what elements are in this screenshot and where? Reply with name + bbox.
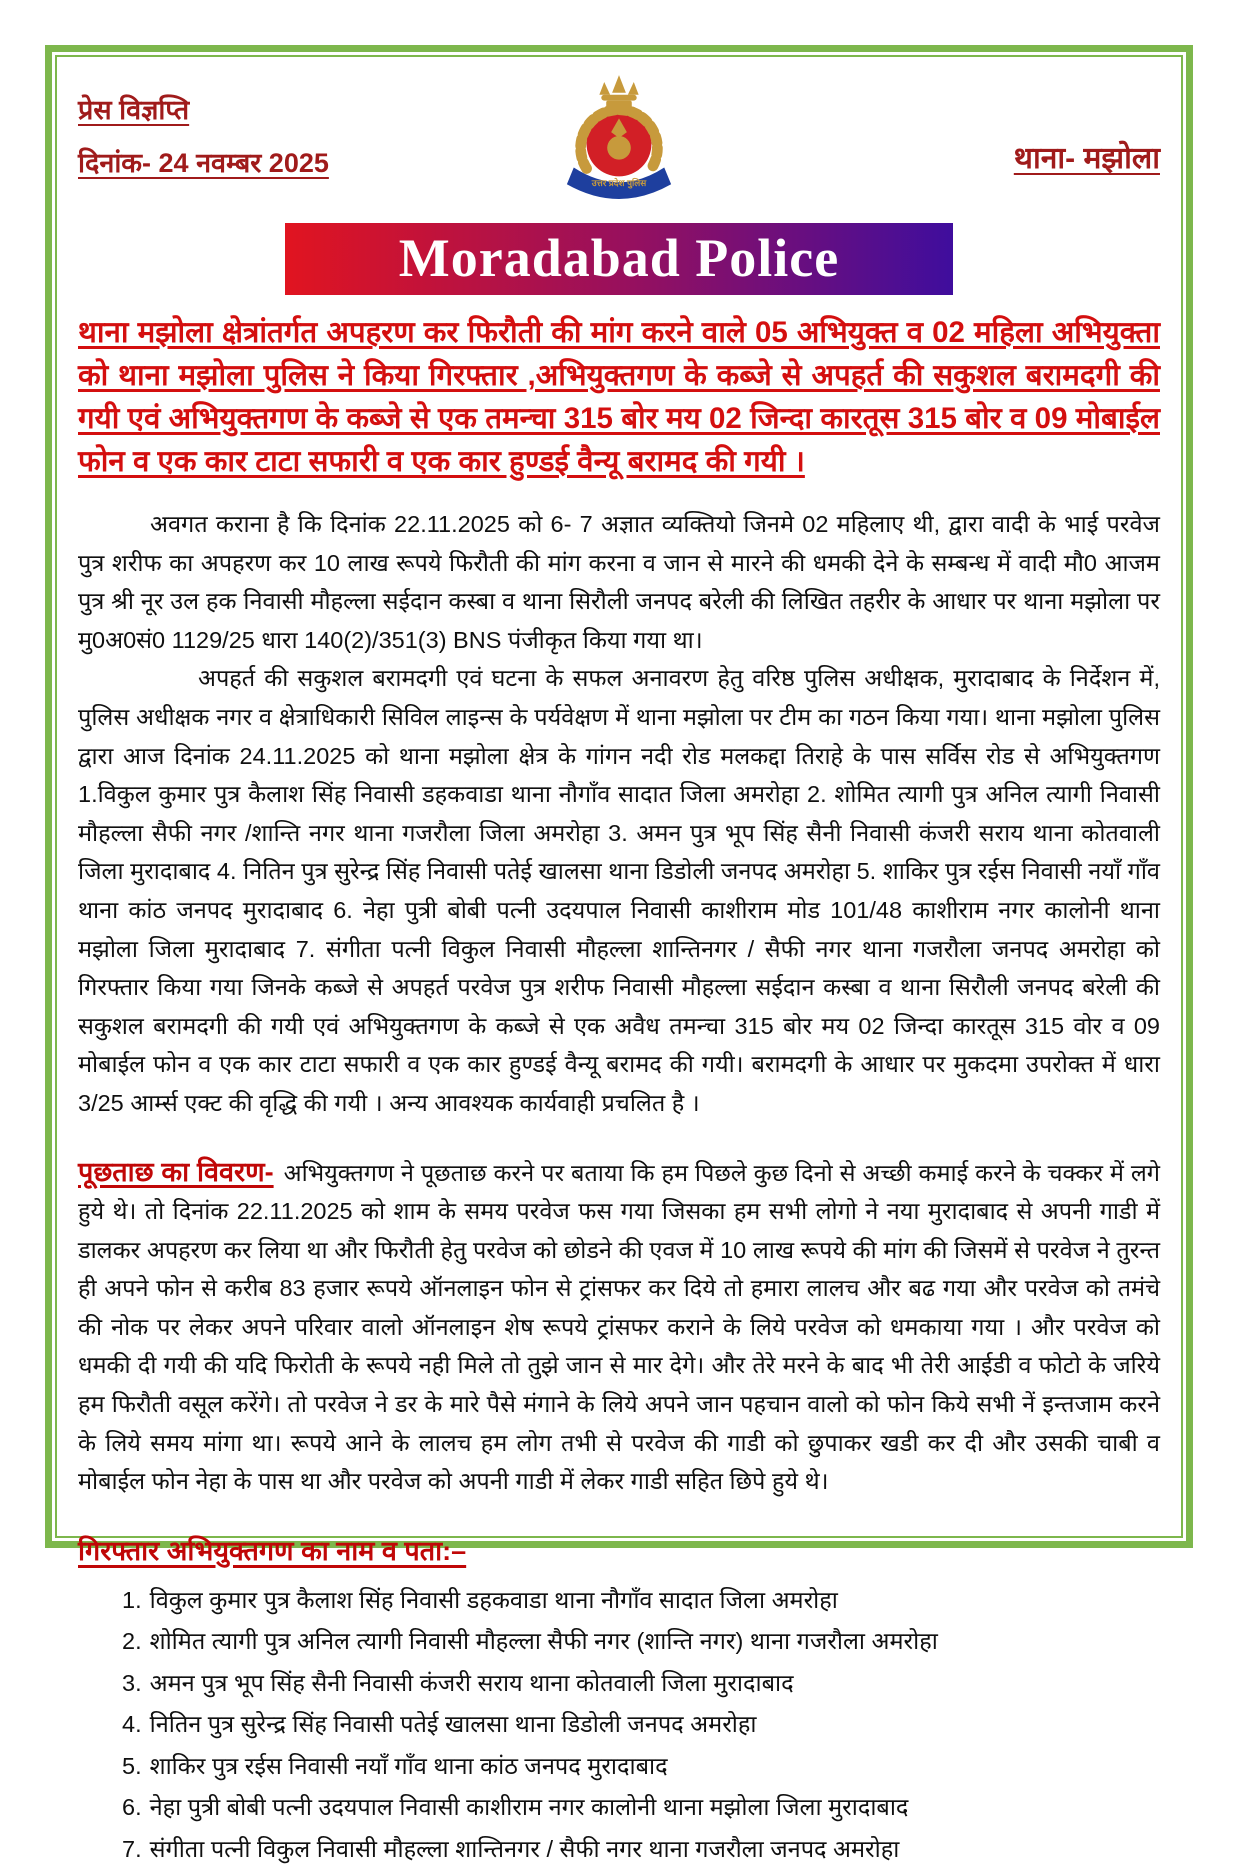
interrogation-paragraph [78,1153,1160,1501]
item-number: 1. [122,1586,142,1613]
item-text: विकुल कुमार पुत्र कैलाश सिंह निवासी डहकवाडा थाना नौगाँव सादात जिला अमरोहा [149,1586,838,1613]
item-text: अमन पुत्र भूप सिंह सैनी निवासी कंजरी सराय थाना कोतवाली जिला मुरादाबाद [149,1669,794,1696]
list-item [122,1746,1160,1788]
press-release-document [45,45,1193,1862]
list-item [122,1704,1160,1746]
header-left [78,72,511,180]
svg-text:उत्तर प्रदेश पुलिस: उत्तर प्रदेश पुलिस [591,178,647,189]
item-text: शाकिर पुत्र रईस निवासी नयाँ गाँव थाना कांठ जनपद मुरादाबाद [149,1752,668,1779]
list-item [122,1829,1160,1870]
item-text: शोमित त्यागी पुत्र अनिल त्यागी निवासी मौहल्ला सैफी नगर (शान्ति नगर) थाना गजरौला अमरोहा [149,1628,938,1655]
item-number: 3. [122,1669,142,1696]
item-number: 7. [122,1835,142,1862]
document-header [78,72,1160,209]
list-item [122,1663,1160,1705]
list-item [122,1787,1160,1829]
interrogation-heading: पूछताछ का विवरण- [78,1156,274,1187]
arrested-heading: गिरफ्तार अभियुक्तगण का नाम व पता:– [78,1535,467,1566]
header-logo-wrap [511,72,727,209]
item-number: 5. [122,1752,142,1779]
item-text: संगीता पत्नी विकुल निवासी मौहल्ला शान्तिनगर / सैफी नगर थाना गजरौला जनपद अमरोहा [149,1835,900,1862]
up-police-emblem-icon [560,72,678,204]
body-paragraph-2: अपहर्त की सकुशल बरामदगी एवं घटना के सफल अनावरण हेतु वरिष्ठ पुलिस अधीक्षक, मुरादाबाद के निर्देशन में, पुलिस अधीक्षक नगर व क्षेत्राधिकारी सिविल लाइन्स के पर्यवेक्षण में थाना मझोला पर टीम का गठन किया गया। थाना मझोला पुलिस द्वारा आज दिनांक 24.11.2025 को थाना मझोला क्षेत्र के गांगन नदी रोड मलकद्दा तिराहे के पास सर्विस रोड से अभियुक्तगण 1.विकुल कुमार पुत्र कैलाश सिंह निवासी डहकवाडा थाना नौगाँव सादात जिला अमरोहा 2. शोमित त्यागी पुत्र अनिल त्यागी निवासी मौहल्ला सैफी नगर /शान्ति नगर थाना गजरौला जिला अमरोहा 3. अमन पुत्र भूप सिंह सैनी निवासी कंजरी सराय थाना कोतवाली जिला मुरादाबाद 4. नितिन पुत्र सुरेन्द्र सिंह निवासी पतेई खालसा थाना डिडोली जनपद अमरोहा 5. शाकिर पुत्र रईस निवासी नयाँ गाँव थाना कांठ जनपद मुरादाबाद 6. नेहा पुत्री बोबी पत्नी उदयपाल निवासी काशीराम मोड 101/48 काशीराम नगर कालोनी थाना मझोला जिला मुरादाबाद 7. संगीता पत्नी विकुल निवासी मौहल्ला शान्तिनगर / सैफी नगर थाना गजरौला जनपद अमरोहा को गिरफ्तार किया गया जिनके कब्जे से अपहर्त परवेज पुत्र शरीफ निवासी मौहल्ला सईदान कस्बा व थाना सिरौली जनपद बरेली की सकुशल बरामदगी की गयी एवं अभियुक्तगण के कब्जे से एक अवैध तमन्चा 315 बोर मय 02 जिन्दा कारतूस 315 वोर व 09 मोबाईल फोन व एक कार टाटा सफारी व एक कार हुण्डई वैन्यू बरामद की गयी। बरामदगी के आधार पर मुकदमा उपरोक्त में धारा 3/25 आर्म्स एक्ट की वृद्धि की गयी । अन्य आवश्यक कार्यवाही प्रचलित है । [78,665,1160,1116]
date-line: दिनांक- 24 नवम्बर 2025 [78,148,329,178]
item-text: नितिन पुत्र सुरेन्द्र सिंह निवासी पतेई खालसा थाना डिडोली जनपद अमरोहा [149,1711,757,1738]
body-paragraph-1: अवगत कराना है कि दिनांक 22.11.2025 को 6- 7 अज्ञात व्यक्तियो जिनमे 02 महिलाए थी, द्वारा वादी के भाई परवेज पुत्र शरीफ का अपहरण कर 10 लाख रूपये फिरौती की मांग करना व जान से मारने की धमकी देने के सम्बन्ध में वादी मौ0 आजम पुत्र श्री नूर उल हक निवासी मौहल्ला सईदान कस्बा व थाना सिरौली जनपद बरेली की लिखित तहरीर के आधार पर थाना मझोला पर मु0अ0सं0 1129/25 धारा 140(2)/351(3) BNS पंजीकृत किया गया था। [78,511,1160,653]
list-item [122,1621,1160,1663]
item-number: 4. [122,1711,142,1738]
interrogation-text: अभियुक्तगण ने पूछताछ करने पर बताया कि हम पिछले कुछ दिनो से अच्छी कमाई करने के चक्कर में लगे हुये थे। तो दिनांक 22.11.2025 को शाम के समय परवेज फस गया जिसका हम सभी लोगो ने नया मुरादाबाद से अपनी गाडी में डालकर अपहरण कर लिया था और फिरौती हेतु परवेज को छोडने की एवज में 10 लाख रूपये की मांग की जिसमें से परवेज ने तुरन्त ही अपने फोन से करीब 83 हजार रूपये ऑनलाइन फोन से ट्रांसफर कर दिये तो हमारा लालच और बढ गया और परवेज को तमंचे की नोक पर लेकर अपने परिवार वालो ऑनलाइन शेष रूपये ट्रांसफर कराने के लिये परवेज को धमकाया गया । और परवेज को धमकी दी गयी की यदि फिरोती के रूपये नही मिले तो तुझे जान से मार देगे। और तेरे मरने के बाद भी तेरी आईडी व फोटो के जरिये हम फिरौती वसूल करेंगे। तो परवेज ने डर के मारे पैसे मंगाने के लिये अपने जान पहचान वालो को फोन किये सभी नें इन्तजाम करने के लिये समय मांगा था। रूपये आने के लालच हम लोग तभी से परवेज की गाडी को छुपाकर खडी कर दी और उसकी चाबी व मोबाईल फोन नेहा के पास था और परवेज को अपनी गाडी में लेकर गाडी सहित छिपे हुये थे। [78,1159,1160,1495]
police-station-label: थाना- मझोला [1013,142,1160,175]
header-right [727,72,1160,177]
headline: थाना मझोला क्षेत्रांतर्गत अपहरण कर फिरौती की मांग करने वाले 05 अभियुक्त व 02 महिला अभियुक्ता को थाना मझोला पुलिस ने किया गिरफ्तार ,अभियुक्तगण के कब्जे से अपहर्त की सकुशल बरामदगी की गयी एवं अभियुक्तगण के कब्जे से एक तमन्चा 315 बोर मय 02 जिन्दा कारतूस 315 बोर व 09 मोबाईल फोन व एक कार टाटा सफारी व एक कार हुण्डई वैन्यू बरामद की गयी । [78,316,1160,478]
list-item [122,1580,1160,1622]
moradabad-police-banner: Moradabad Police [285,223,953,295]
item-number: 2. [122,1628,142,1655]
item-text: नेहा पुत्री बोबी पत्नी उदयपाल निवासी काशीराम नगर कालोनी थाना मझोला जिला मुरादाबाद [149,1794,909,1821]
arrested-list [78,1580,1160,1870]
item-number: 6. [122,1794,142,1821]
arrested-section [78,1501,1160,1870]
press-release-label: प्रेस विज्ञप्ति [78,95,190,125]
